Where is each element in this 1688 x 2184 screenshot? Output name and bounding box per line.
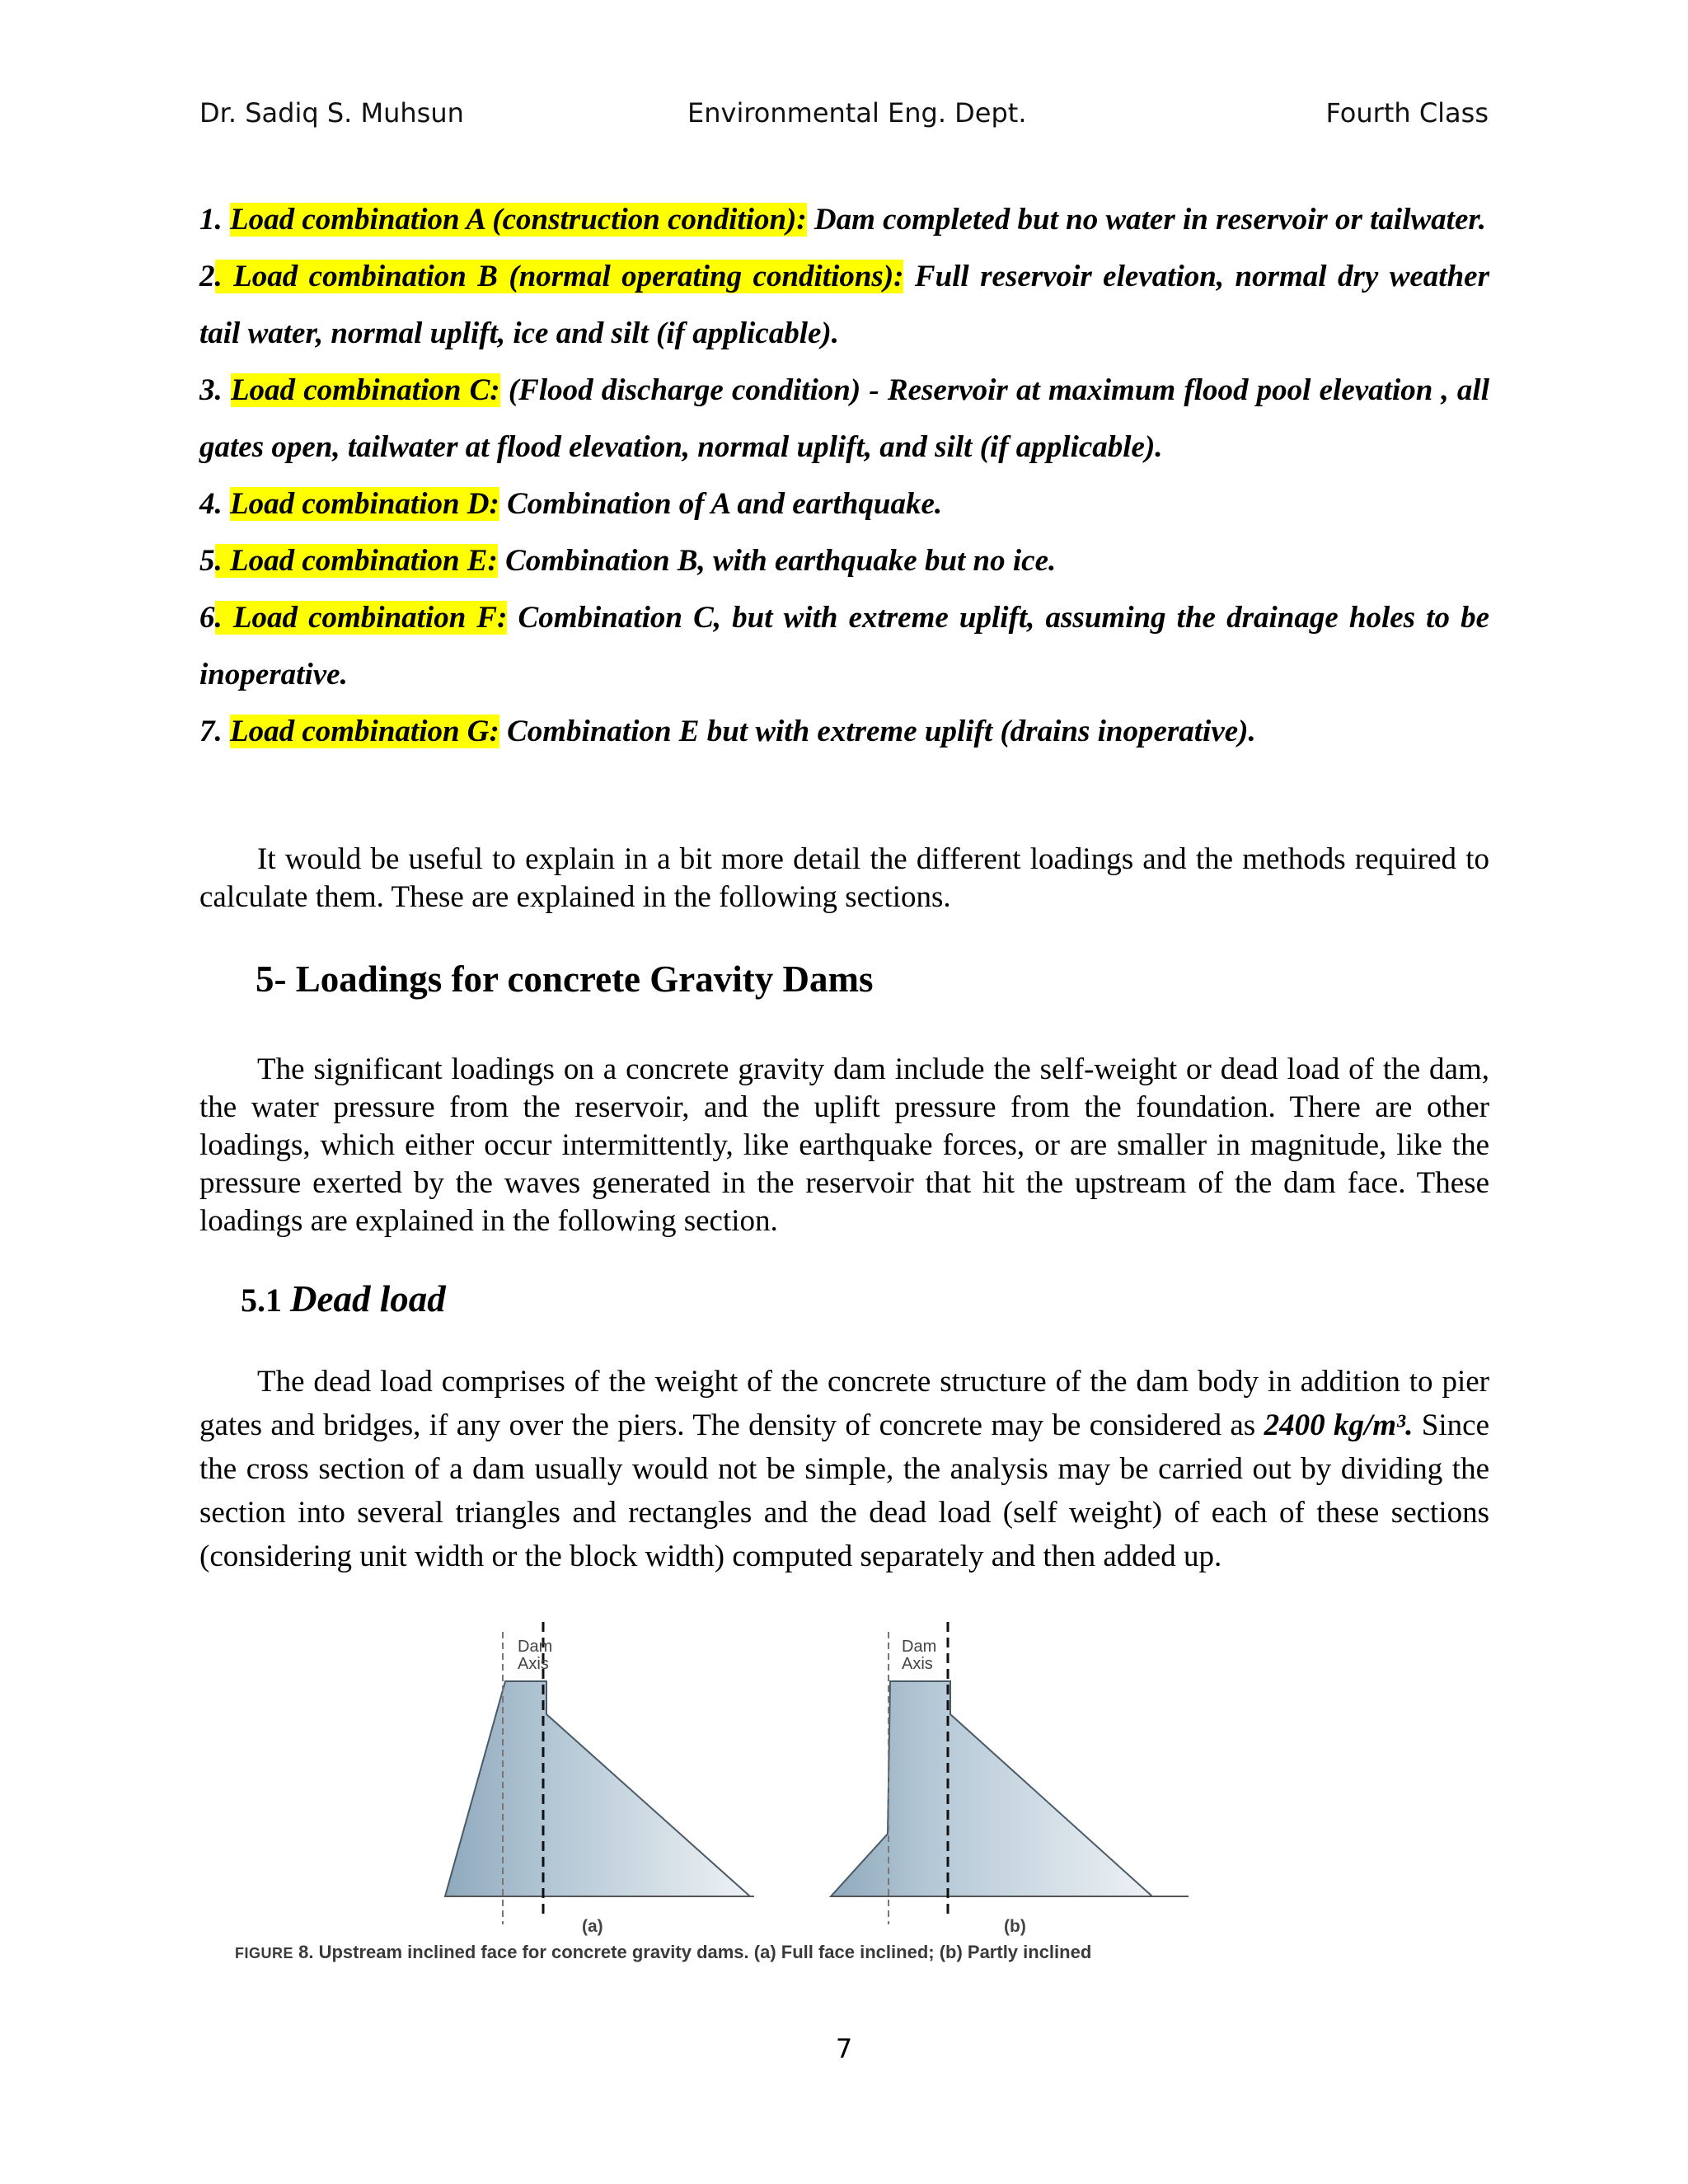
list-item: 3. Load combination C: (Flood discharge condition) - Reservoir at maximum flood pool elevation , all gates open, tailwater at flood elevation, normal uplift, and silt (if applicable). (199, 373, 1489, 464)
highlighted-label: Load combination G: (230, 715, 499, 748)
highlighted-label: . Load combination E: (214, 544, 498, 578)
list-item: 7. Load combination G: Combination E but with extreme uplift (drains inoperative). (199, 715, 1256, 748)
intro-paragraph: It would be useful to explain in a bit more detail the different loadings and the methods required to calculate them. These are explained in the following sections. (199, 842, 1489, 914)
highlighted-label: Load combination C: (230, 373, 500, 407)
dam-figure (206, 1615, 1376, 1978)
dam-axis-label-b: Dam Axis (902, 1638, 937, 1673)
header-author: Dr. Sadiq S. Muhsun (199, 97, 464, 129)
dead-load-paragraph: The dead load comprises of the weight of the concrete structure of the dam body in addition to pier gates and bridges, if any over the piers. The density of concrete may be considered as 2400 kg/m³. Since the cross section of a dam usually would not be simple, the analysis may be carried out by dividing the section into several triangles and rectangles and the dead load (self weight) of each of these sections (considering unit width or the block width) computed separately and then added up. (199, 1365, 1490, 1573)
figure-caption: FIGURE 8. Upstream inclined face for concrete gravity dams. (a) Full face inclined; (b) Partly inclined (235, 1942, 1092, 1962)
highlighted-label: . Load combination B (normal operating conditions): (214, 260, 904, 293)
list-item: 6. Load combination F: Combination C, but with extreme uplift, assuming the drainage holes to be inoperative. (199, 601, 1489, 691)
subfigure-label-a: (a) (582, 1917, 603, 1936)
dam-axis-label-a: Dam Axis (518, 1638, 553, 1673)
header-class: Fourth Class (1325, 97, 1489, 129)
dam-b-section (831, 1681, 1152, 1896)
highlighted-label: Load combination A (construction condition): (230, 203, 807, 237)
list-item: 5. Load combination E: Combination B, with earthquake but no ice. (199, 544, 1057, 578)
highlighted-label: Load combination D: (230, 487, 499, 521)
header-department: Environmental Eng. Dept. (687, 97, 1027, 129)
list-item: 2. Load combination B (normal operating conditions): Full reservoir elevation, normal dry weather tail water, normal uplift, ice and silt (if applicable). (199, 260, 1489, 350)
load-combination-list (199, 191, 1489, 760)
dam-a-section (445, 1681, 750, 1896)
highlighted-label: . Load combination F: (214, 601, 508, 635)
section-5-heading: 5- Loadings for concrete Gravity Dams (256, 958, 874, 1000)
subfigure-label-b: (b) (1004, 1917, 1026, 1936)
list-item: 1. Load combination A (construction condition): Dam completed but no water in reservoir or tailwater. (199, 203, 1486, 237)
page-number: 7 (835, 2033, 853, 2064)
section-5-1-heading: 5.1 Dead load (241, 1278, 446, 1319)
dam-diagram-svg (206, 1615, 1376, 1978)
list-item: 4. Load combination D: Combination of A and earthquake. (199, 487, 943, 521)
loadings-paragraph: The significant loadings on a concrete gravity dam include the self-weight or dead load of the dam, the water pressure from the reservoir, and the uplift pressure from the foundation. There are other loadings, which either occur intermittently, like earthquake forces, or are smaller in magnitude, like the pressure exerted by the waves generated in the reservoir that hit the upstream of the dam face. These loadings are explained in the following section. (199, 1052, 1489, 1238)
